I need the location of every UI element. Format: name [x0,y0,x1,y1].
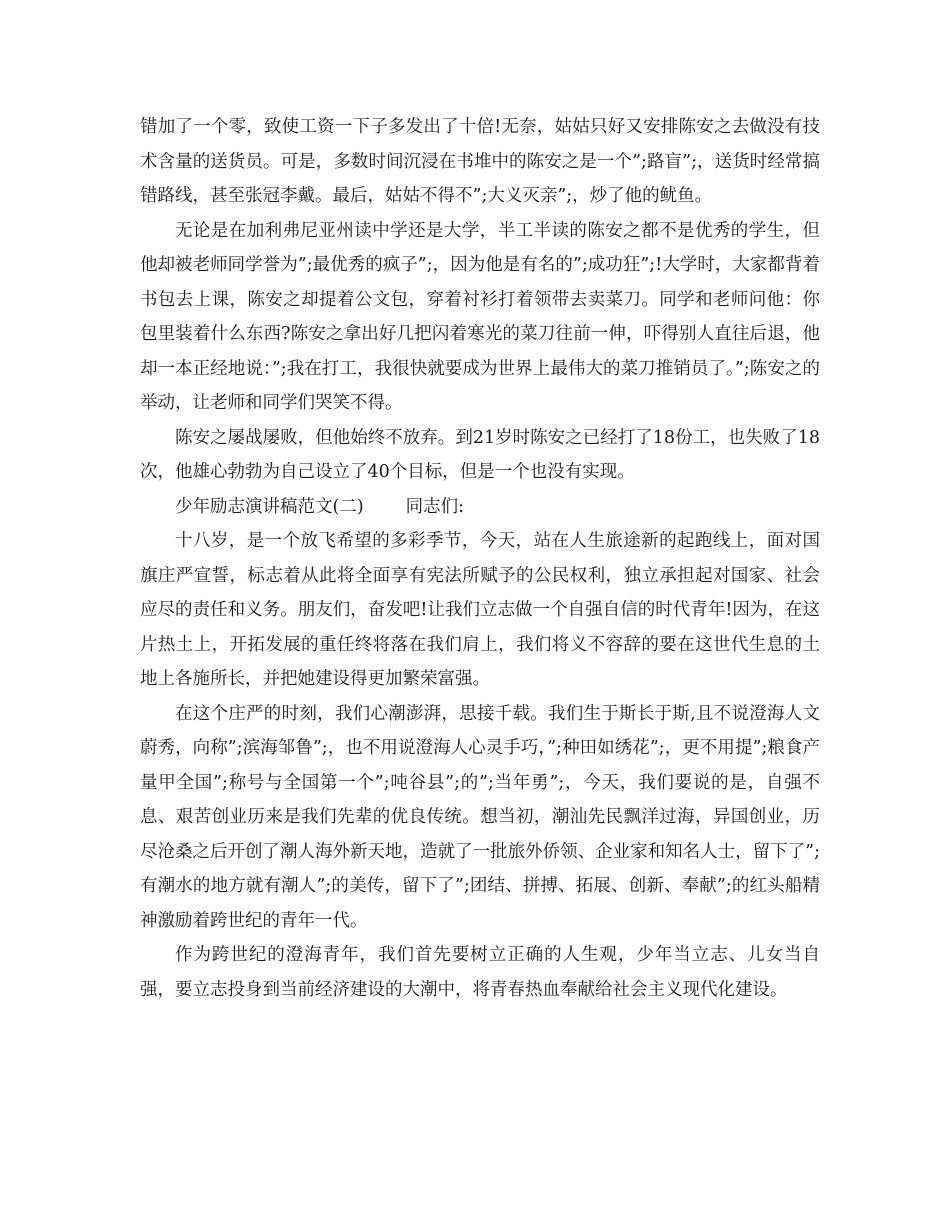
paragraph-1: 错加了一个零，致使工资一下子多发出了十倍!无奈，姑姑只好又安排陈安之去做没有技术含量的送货员。可是，多数时间沉浸在书堆中的陈安之是一个”;路盲”;，送货时经常搞错路线，甚至张冠李戴。最后，姑姑不得不”;大义灭亲”;，炒了他的鱿鱼。 [140,117,820,206]
paragraph-2: 无论是在加利弗尼亚州读中学还是大学，半工半读的陈安之都不是优秀的学生，但他却被老师同学誉为”;最优秀的疯子”;，因为他是有名的”;成功狂”;!大学时，大家都背着书包去上课，陈安之却提着公文包，穿着衬衫打着领带去卖菜刀。同学和老师问他：你包里装着什么东西?陈安之拿出好几把闪着寒光的菜刀往前一伸，吓得别人直往后退，他却一本正经地说：”;我在打工，我很快就要成为世界上最伟大的菜刀推销员了。”;陈安之的举动，让老师和同学们哭笑不得。 [140,220,820,413]
paragraph-5: 在这个庄严的时刻，我们心潮澎湃，思接千载。我们生于斯长于斯,且不说澄海人文蔚秀，向称”;滨海邹鲁”;，也不用说澄海人心灵手巧，”;种田如绣花”;，更不用提”;粮食产量甲全国”;称号与全国第一个”;吨谷县”;的”;当年勇”;，今天，我们要说的是，自强不息、艰苦创业历来是我们先辈的优良传统。想当初，潮汕先民飘洋过海，异国创业，历尽沧桑之后开创了潮人海外新天地，造就了一批旅外侨领、企业家和知名人士，留下了”;有潮水的地方就有潮人”;的美传，留下了”;团结、拼搏、拓展、创新、奉献”;的红头船精神激励着跨世纪的青年一代。 [140,703,820,931]
document-body [140,110,820,1007]
section-heading [140,490,820,525]
paragraph-3: 陈安之屡战屡败，但他始终不放弃。到21岁时陈安之已经打了18份工，也失败了18次，他雄心勃勃为自己设立了40个目标，但是一个也没有实现。 [140,427,820,482]
paragraph-6: 作为跨世纪的澄海青年，我们首先要树立正确的人生观，少年当立志、儿女当自强，要立志投身到当前经济建设的大潮中，将青春热血奉献给社会主义现代化建设。 [140,945,820,1000]
section-title: 少年励志演讲稿范文(二) [175,496,364,517]
greeting-text: 同志们: [405,496,465,517]
paragraph-4: 十八岁，是一个放飞希望的多彩季节，今天，站在人生旅途新的起跑线上，面对国旗庄严宣誓，标志着从此将全面享有宪法所赋予的公民权利，独立承担起对国家、社会应尽的责任和义务。朋友们，奋发吧!让我们立志做一个自强自信的时代青年!因为，在这片热土上，开拓发展的重任终将落在我们肩上，我们将义不容辞的要在这世代生息的土地上各施所长，并把她建设得更加繁荣富强。 [140,531,820,689]
